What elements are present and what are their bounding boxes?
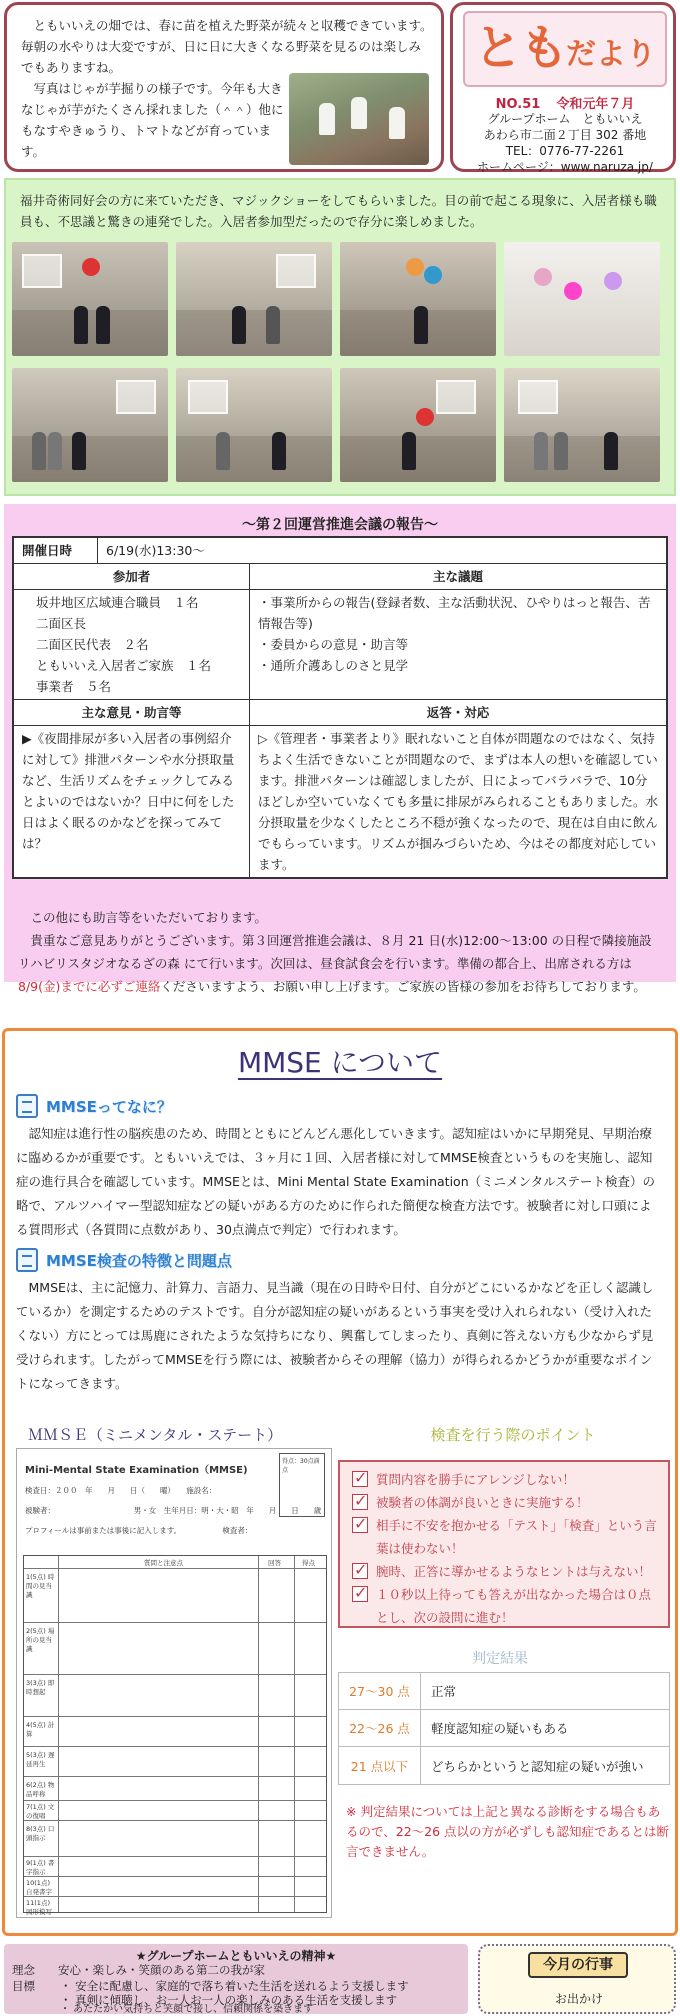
issue-line bbox=[463, 93, 667, 112]
agenda-item: ・委員からの意見・助言等 bbox=[258, 637, 409, 652]
points-heading: 検査を行う際のポイント bbox=[430, 1426, 596, 1444]
form-section: 3(3点) 即時想起 bbox=[26, 1679, 55, 1696]
form-date-line: 検査日：２００ 年 月 日（ 曜） 施設名： bbox=[25, 1486, 217, 1495]
potato-harvest-photo bbox=[289, 73, 429, 165]
rinen-label: 理念 bbox=[12, 1963, 35, 1977]
result-heading: 判定結果 bbox=[472, 1651, 528, 1667]
point-item: ✓ 腕時、正答に導かせるようなヒントは与えない！ bbox=[352, 1560, 658, 1583]
meeting-table bbox=[12, 536, 668, 879]
form-title: Mini-Mental State Examination（MMSE) bbox=[25, 1465, 248, 1476]
result-table bbox=[338, 1672, 670, 1785]
mmse-what-label: MMSEってなに？ bbox=[46, 1097, 172, 1116]
opinion-body-row bbox=[14, 726, 666, 877]
meeting-report-section bbox=[4, 504, 676, 994]
checkbox-icon bbox=[352, 1563, 368, 1579]
mmse-what-heading bbox=[16, 1094, 172, 1118]
org-info bbox=[463, 111, 667, 175]
intro-box bbox=[4, 2, 444, 172]
meeting-date-row bbox=[14, 538, 666, 564]
result-desc: 正常 bbox=[431, 1684, 457, 1699]
points-box bbox=[338, 1460, 670, 1628]
agenda-list bbox=[250, 590, 666, 699]
agenda-item: ・事業所からの報告(登録者数、主な活動状況、ひやりはっと報告、苦情報告等) bbox=[258, 595, 651, 631]
mmse-form-image bbox=[16, 1448, 332, 1918]
form-col-question: 質問と注意点 bbox=[144, 1559, 183, 1567]
intro-paragraph: ともいいえの畑では、春に苗を植えた野菜が続々と収穫できています。毎朝の水やりは大変ですが、日に日に大きくなる野菜を見るのは楽しみでもありますね。 bbox=[21, 18, 433, 75]
form-section: 10(1点) 自発書字 bbox=[26, 1879, 52, 1896]
newsletter-title bbox=[463, 11, 667, 87]
org-tel: TEL：0776-77-2261 bbox=[505, 144, 625, 158]
mmse-features-heading bbox=[16, 1248, 232, 1272]
next-meeting-closing: くださいますよう、お願い申し上げます。ご家族の皆様の参加をお待ちしております。 bbox=[160, 979, 646, 994]
rinen-line bbox=[12, 1962, 265, 1978]
goal-item: ・ あたたかい気持ちと笑顔で接し、信頼関係を築きます bbox=[60, 2004, 314, 2015]
masthead bbox=[450, 2, 676, 172]
result-row bbox=[339, 1710, 669, 1747]
checkbox-icon bbox=[352, 1494, 368, 1510]
form-section: 8(3点) 口頭指示 bbox=[26, 1825, 55, 1842]
form-profile-line: プロフィールは事前または事後に記入します。 検査者： bbox=[25, 1526, 253, 1535]
result-row bbox=[339, 1673, 669, 1710]
title-small: だより bbox=[566, 37, 656, 72]
notepad-icon bbox=[16, 1248, 38, 1272]
result-score: 21 点以下 bbox=[339, 1747, 421, 1784]
participant: ともいいえ入居者ご家族 １名 bbox=[36, 658, 212, 673]
form-section: 5(3点) 遅延再生 bbox=[26, 1751, 55, 1768]
participant: 坂井地区広域連合職員 １名 bbox=[36, 595, 199, 610]
form-section: 1(5点) 時間の見当識 bbox=[26, 1573, 55, 1599]
form-subject-line: 被験者： 男・女 生年月日：明・大・昭 年 月 日 歳 bbox=[25, 1506, 322, 1515]
org-address: あわら市二面２丁目 302 番地 bbox=[483, 128, 647, 142]
form-section: 11(1点) 図形模写 bbox=[26, 1899, 52, 1916]
result-score: 22～26 点 bbox=[339, 1710, 421, 1746]
agenda-header: 主な議題 bbox=[250, 564, 666, 589]
checkbox-icon bbox=[352, 1471, 368, 1487]
org-homepage: ホームページ：www.naruza.jp/ bbox=[477, 160, 653, 174]
goal-item: ・ 安全に配慮し、家庭的で落ち着いた生活を送れるよう支援します bbox=[60, 1979, 409, 1993]
event-item: お出かけ bbox=[554, 1992, 603, 2006]
rinen-text: 安心・楽しみ・笑顔のある第二の我が家 bbox=[58, 1963, 265, 1977]
issue-number: NO.51 bbox=[495, 97, 541, 112]
form-heading: ＭＭＳＥ（ミニメンタル・ステート） bbox=[28, 1426, 283, 1444]
intro-paragraph: 写真はじゃが芋掘りの様子です。今年も大きなじゃが芋がたくさん採れました（＾＾）他にもなすやきゅうり、トマトなどが育っています。 bbox=[21, 81, 284, 159]
events-heading: 今月の行事 bbox=[528, 1952, 628, 1978]
next-meeting-text: 貴重なご意見ありがとうございます。第３回運営推進会議は、８月 21 日(水)12:00～13:00 の日程で隣接施設 リハビリスタジオなるざの森 にて行います。次回は、昼食試食会を行います。準備の都合上、出席される方は bbox=[18, 933, 652, 971]
participant: 事業者 ５名 bbox=[36, 679, 112, 694]
reply-header: 返答・対応 bbox=[250, 700, 666, 725]
result-note: ※ 判定結果については上記と異なる診断をする場合もあるので、22～26 点以の方が必ずしも認知症であるとは断言できません。 bbox=[346, 1804, 670, 1859]
participants-list bbox=[14, 590, 250, 699]
footer-note: この他にも助言等をいただいております。 bbox=[30, 910, 268, 925]
result-desc: 軽度認知症の疑いもある bbox=[431, 1721, 569, 1736]
magic-board-photo bbox=[504, 242, 660, 356]
mmse-features-text: MMSEは、主に記憶力、計算力、言語力、見当識（現在の日時や日付、自分がどこにいるかなどを正しく認識しているか）を測定するためのテストです。自分が認知症の疑いがあるという事実を受け入れられない（受け入れたくない）方にとっては馬鹿にされたような気持ちになり、興奮してしまったり、真剣に答えない方も少なからず見受けられます。したがってMMSEを行う際には、被験者からその理解（協力）が得られるかどうかが重要なポイントになってきます。 bbox=[16, 1280, 654, 1391]
meeting-footer bbox=[18, 906, 668, 998]
notepad-icon bbox=[16, 1094, 38, 1118]
mmse-features-label: MMSE検査の特徴と問題点 bbox=[46, 1251, 232, 1270]
spirit-title: ★グループホームともいいえの精神★ bbox=[135, 1949, 337, 1963]
magic-photo bbox=[176, 242, 332, 356]
form-section: 6(2点) 物品呼称 bbox=[26, 1781, 55, 1798]
participants-header: 参加者 bbox=[14, 564, 250, 589]
form-section: 2(5点) 場所の見当識 bbox=[26, 1627, 55, 1653]
magic-photo bbox=[504, 368, 660, 482]
point-item: ✓ 質問内容を勝手にアレンジしない！ bbox=[352, 1468, 658, 1491]
meeting-body-row bbox=[14, 590, 666, 700]
opinion-header: 主な意見・助言等 bbox=[14, 700, 250, 725]
issue-date: 令和元年７月 bbox=[556, 97, 635, 112]
meeting-header-row bbox=[14, 564, 666, 590]
point-item: ✓ １０秒以上待っても答えが出なかった場合は０点とし、次の設問に進む！ bbox=[352, 1583, 658, 1629]
mmse-what-text: 認知症は進行性の脳疾患のため、時間とともにどんどん悪化していきます。認知症はいかに早期発見、早期治療に臨めるかが重要です。ともいいえでは、３ヶ月に１回、入居者様に対してMMSE検査というものを実施し、認知症の進行具合を確認しています。MMSEとは、Mini Mental State Examination（ミニメンタルステート検査）の略で、アルツハイマー型認知症などの疑いがある方のために作られた簡便な検査方法です。被験者に対し口頭による質問形式（各質問に点数があり、30点満点で判定）で行われます。 bbox=[16, 1126, 656, 1237]
result-row bbox=[339, 1747, 669, 1784]
participant: 二面区長 bbox=[36, 616, 87, 631]
magic-photo bbox=[12, 368, 168, 482]
magic-photo bbox=[340, 242, 496, 356]
date-label: 開催日時 bbox=[14, 538, 98, 563]
magic-photo bbox=[12, 242, 168, 356]
form-section: 7(1点) 文の復唱 bbox=[26, 1803, 55, 1820]
opinion-header-row bbox=[14, 700, 666, 726]
magic-photo bbox=[340, 368, 496, 482]
checkbox-icon bbox=[352, 1517, 368, 1533]
checkbox-icon bbox=[352, 1586, 368, 1602]
form-section: 9(1点) 書字指示 bbox=[26, 1859, 55, 1876]
form-score-label: 得点：30点満点 bbox=[282, 1458, 320, 1474]
reply-text: ▷《管理者・事業者より》眠れないこと自体が問題なのではなく、気持ちよく生活できないことが問題なので、まずは本人の想いを確認しています。排泄パターンは確認しましたが、日によってバラバラで、10分ほどしか空いていなくても多量に排尿がみられることもありました。水分摂取量を少なくしたところ不穏が強くなったので、現在は自由に飲んでもらっています。リズムが掴みづらいため、今はその都度対応しています。 bbox=[258, 731, 659, 872]
magic-photo bbox=[176, 368, 332, 482]
date-value: 6/19(水)13:30～ bbox=[106, 543, 205, 558]
magic-show-section bbox=[4, 178, 676, 496]
point-item: ✓ 相手に不安を抱かせる「テスト」「検査」という言葉は使わない！ bbox=[352, 1514, 658, 1560]
events-box bbox=[478, 1944, 676, 2014]
form-col-answer: 回答 bbox=[268, 1559, 281, 1567]
agenda-item: ・通所介護あしのさと見学 bbox=[258, 658, 409, 673]
form-section: 4(5点) 計算 bbox=[26, 1721, 55, 1738]
meeting-title: ～第２回運営推進会議の報告～ bbox=[242, 517, 438, 533]
form-grid bbox=[23, 1555, 327, 1916]
deadline-highlight: 8/9(金)までに必ずご連絡 bbox=[18, 979, 161, 994]
goals-label: 目標 bbox=[12, 1979, 35, 1993]
spirit-box bbox=[4, 1944, 468, 2014]
magic-show-text: 福井奇術同好会の方に来ていただき、マジックショーをしてもらいました。目の前で起こる現象に、入居者様も職員も、不思議と驚きの連発でした。入居者参加型だったので存分に楽しめました。 bbox=[20, 193, 657, 229]
next-meeting-note bbox=[18, 929, 668, 998]
point-item: ✓ 被験者の体調が良いときに実施する！ bbox=[352, 1491, 658, 1514]
form-col-score: 得点 bbox=[302, 1559, 315, 1567]
title-big: とも bbox=[473, 20, 566, 76]
goal-item: ・ 真剣に傾聴し、お一人お一人の楽しみのある生活を支援します bbox=[60, 1993, 398, 2007]
result-desc: どちらかというと認知症の疑いが強い bbox=[431, 1758, 644, 1774]
mmse-title: MMSE について bbox=[237, 1046, 443, 1079]
opinion-text: ▶《夜間排尿が多い入居者の事例紹介に対して》排泄パターンや水分摂取量など、生活リズムをチェックしてみるとよいのではないか？日中に何をした日はよく眠るのかなどを探ってみては？ bbox=[14, 726, 250, 877]
org-name: グループホーム ともいいえ bbox=[487, 112, 643, 126]
participant: 二面区民代表 ２名 bbox=[36, 637, 149, 652]
result-score: 27～30 点 bbox=[339, 1673, 421, 1709]
